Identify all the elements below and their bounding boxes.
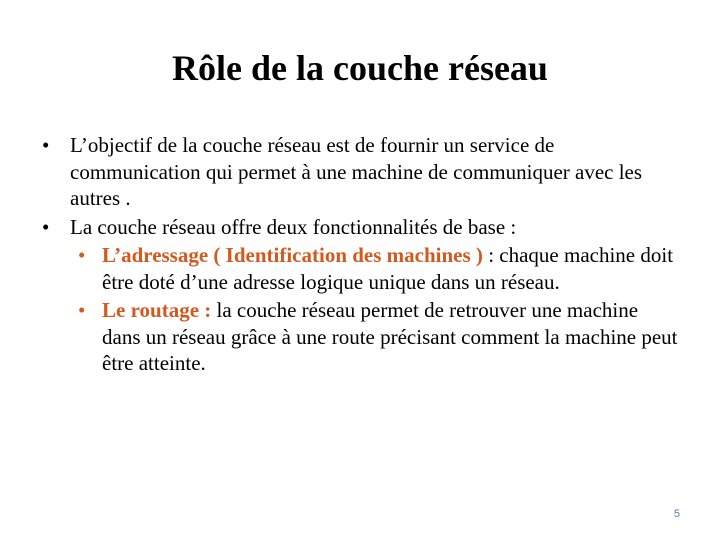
sub-bullet-text: la couche réseau permet de retrouver une machine dans un réseau grâce à une route précisant comment la machine peut être atteinte. xyxy=(102,298,678,375)
bullet-marker: • xyxy=(42,133,50,157)
sub-bullet-highlight: Le routage : xyxy=(102,298,212,322)
slide-body xyxy=(40,132,680,379)
page-number: 5 xyxy=(673,508,680,520)
bullet-text: L’objectif de la couche réseau est de fournir un service de communication qui permet à une machine de communiquer avec les autres . xyxy=(70,133,643,210)
sub-bullet-item xyxy=(40,297,680,377)
bullet-item xyxy=(40,214,680,241)
bullet-text: La couche réseau offre deux fonctionnalités de base : xyxy=(70,214,517,239)
sub-bullet-highlight: L’adressage ( Identification des machines ) xyxy=(102,243,483,267)
slide-title: Rôle de la couche réseau xyxy=(172,48,548,88)
sub-bullet-item xyxy=(40,242,680,295)
sub-bullet-marker: • xyxy=(78,243,86,267)
sub-bullet-marker: • xyxy=(78,298,86,322)
sub-bullet-text: : chaque machine doit être doté d’une adresse logique unique dans un réseau. xyxy=(102,243,674,294)
bullet-item xyxy=(40,132,680,212)
bullet-marker: • xyxy=(42,214,50,239)
